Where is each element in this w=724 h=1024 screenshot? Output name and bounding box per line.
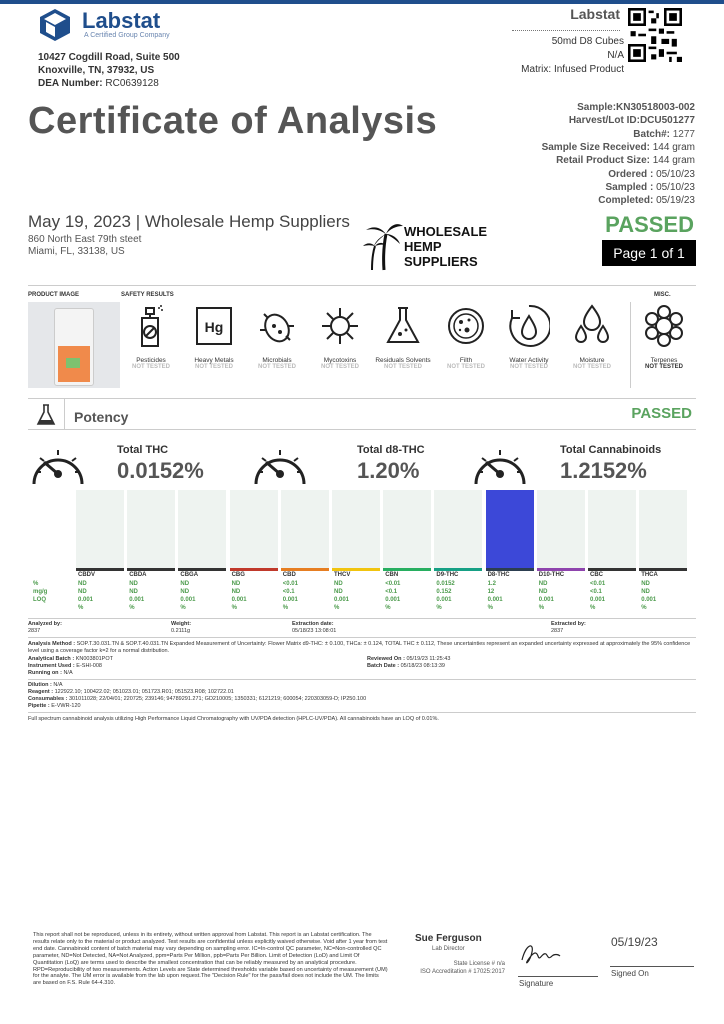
table-cell: ND: [538, 589, 548, 595]
table-cell: %: [590, 605, 596, 611]
bar-stripe: [383, 568, 431, 571]
reviewed-value: 05/19/23 11:25:43: [406, 656, 451, 662]
bar-label: CBDV: [78, 572, 96, 578]
table-cell: 0.001: [385, 597, 401, 603]
bar-thcv: [332, 490, 380, 570]
bar-label: D10-THC: [538, 572, 565, 578]
table-cell: 0.001: [282, 597, 298, 603]
mycotoxins-icon: [319, 304, 361, 348]
table-cell: <0.01: [282, 581, 298, 587]
extracted-by-label: Extracted by:: [551, 621, 586, 627]
table-cell: ND: [231, 581, 241, 587]
safety-item-label: Pesticides: [136, 357, 166, 364]
table-cell: <0.1: [385, 589, 398, 595]
sample-info-row: [633, 129, 695, 140]
dilution-value: N/A: [53, 682, 63, 688]
table-cell: 0.0152: [436, 581, 455, 587]
total-d8-label: Total d8-THC: [357, 444, 425, 456]
bar-label: CBG: [231, 572, 245, 578]
analysis-divider-4: [28, 712, 696, 713]
analysis-note: Full spectrum cannabinoid analysis utilizing High Performance Liquid Chromatography with UV/PDA detection (HPLC-UV/PDA). All cannabinoids have an LOQ of 0.01%.: [28, 716, 439, 722]
qr-code-icon[interactable]: [628, 8, 682, 62]
reagent-label: Reagent :: [28, 689, 54, 695]
page-indicator: Page 1 of 1: [602, 240, 696, 266]
batch-label: Analytical Batch :: [28, 656, 75, 662]
dilution-label: Dilution :: [28, 682, 52, 688]
sample-info-value: 144 gram: [652, 141, 695, 153]
table-cell: <0.1: [282, 589, 295, 595]
table-cell: 0.001: [538, 597, 554, 603]
table-cell: 0.001: [436, 597, 452, 603]
water-activity-icon: [508, 304, 550, 348]
heavy-metals-icon: [193, 304, 235, 348]
sample-info-value: 05/10/23: [656, 168, 695, 180]
terpenes-icon: [643, 304, 685, 348]
wholesale-hemp-logo-text: [404, 224, 487, 269]
dea-number: [38, 78, 159, 89]
safety-results-label: SAFETY RESULTS: [121, 292, 174, 298]
sample-info-label: Sampled :: [605, 181, 654, 193]
bar-cbc: [588, 490, 636, 570]
safety-item-label: Filth: [459, 357, 473, 364]
bar-stripe: [127, 568, 175, 571]
table-cell: ND: [334, 589, 343, 595]
product-na: N/A: [607, 50, 624, 61]
product-image: [28, 302, 120, 388]
analysis-divider-2: [28, 637, 696, 638]
gauge-total-d8-icon: [250, 440, 310, 490]
lab-tagline: A Certified Group Company: [84, 32, 170, 39]
bar-stripe: [332, 568, 380, 571]
safety-item-label: Microbials: [262, 357, 292, 364]
bar-stripe: [434, 568, 482, 571]
safety-item-residual-solvents: [373, 304, 433, 370]
potency-header: [28, 398, 696, 430]
consumables-label: Consumables :: [28, 696, 68, 702]
dea-label: DEA Number:: [38, 78, 103, 89]
table-cell: ND: [78, 581, 87, 587]
safety-item-label: Moisture: [579, 357, 605, 364]
table-cell: %: [334, 605, 340, 611]
bar-stripe: [281, 568, 329, 571]
consumables: [28, 696, 366, 703]
svg-text:Hg: Hg: [204, 319, 224, 335]
client-address-line2: Miami, FL, 33138, US: [28, 246, 125, 257]
table-cell: ND: [334, 581, 343, 587]
instrument-label: Instrument Used :: [28, 663, 75, 669]
client-address-line1: 860 North East 79th steet: [28, 234, 142, 245]
logo-text-line1: WHOLESALE: [404, 224, 488, 239]
bar-stripe: [639, 568, 687, 571]
sample-info-row: [605, 182, 695, 193]
residual-solvents-icon: [382, 304, 424, 348]
table-cell: ND: [180, 581, 190, 587]
lab-address-line1: 10427 Cogdill Road, Suite 500: [38, 52, 180, 63]
reagent-value: 122922.10; 100422.02; 051023.01; 051723.R01; 051523.R08; 102722.01: [54, 689, 234, 695]
safety-item-status: NOT TESTED: [194, 364, 233, 370]
sample-info-value: 05/10/23: [656, 181, 695, 193]
potency-status: PASSED: [631, 405, 692, 422]
analysis-divider-3: [28, 679, 696, 680]
gauge-total-cannabinoids-icon: [470, 440, 530, 490]
instrument-value: E-SHI-008: [76, 663, 102, 669]
license-info: [405, 960, 505, 976]
bar-stripe: [537, 568, 585, 571]
lab-address-line2: Knoxville, TN, 37932, US: [38, 65, 155, 76]
table-cell: %: [231, 605, 237, 611]
total-thc-value: 0.0152%: [117, 458, 204, 483]
top-accent-line: [0, 0, 724, 4]
table-cell: %: [282, 605, 289, 611]
signed-date: 05/19/23: [611, 935, 658, 949]
iso-accreditation: ISO Accreditation # 17025:2017: [420, 969, 505, 975]
terpenes-status: NOT TESTED: [644, 364, 683, 370]
gummy-green: [66, 358, 80, 368]
section-divider: [28, 285, 696, 286]
safety-item-label: Residuals Solvents: [375, 357, 431, 364]
table-cell: 0.001: [590, 597, 606, 603]
logo-text-line2: HEMP: [404, 239, 442, 254]
table-cell: 0.001: [231, 597, 247, 603]
batch-value: KN003801POT: [75, 656, 113, 662]
sample-info-label: Completed:: [598, 195, 654, 207]
table-cell: ND: [129, 589, 138, 595]
safety-item-status: NOT TESTED: [446, 364, 485, 370]
table-cell: %: [436, 605, 442, 611]
safety-item-moisture: [562, 304, 622, 370]
bar-thca: [639, 490, 687, 570]
table-cell: 1.2: [487, 581, 496, 587]
bar-label: CBDA: [129, 572, 147, 578]
sample-info-row: [542, 142, 695, 153]
safety-item-status: NOT TESTED: [320, 364, 359, 370]
safety-item-status: NOT TESTED: [131, 364, 170, 370]
safety-item-filth: [436, 304, 496, 370]
dilution: [28, 682, 63, 689]
analyzed-by-label: Analyzed by:: [28, 621, 62, 627]
bar-stripe: [178, 568, 226, 571]
safety-item-label: Mycotoxins: [323, 357, 357, 364]
bar-label: THCA: [641, 572, 658, 578]
consumables-value: 301011028; 22/04/01; 220725; 239146; 94789291.271; GD210005; 1350331; 6121219; 600054; 220303059-D; IP250.100: [68, 696, 367, 702]
potency-divider: [64, 399, 65, 429]
signature-image: [518, 938, 562, 970]
bar-cbdv: [76, 490, 124, 570]
reviewed-label: Reviewed On :: [367, 656, 405, 662]
sample-info-row: [569, 115, 695, 126]
misc-label: MISC.: [654, 292, 671, 298]
reagent: [28, 689, 234, 696]
table-cell: <0.01: [385, 581, 401, 587]
safety-item-status: NOT TESTED: [257, 364, 296, 370]
signer-name: Sue Ferguson: [415, 933, 482, 944]
table-cell: ND: [129, 581, 138, 587]
signer-title: Lab Director: [432, 946, 465, 952]
bar-cbn: [383, 490, 431, 570]
bar-cbg: [230, 490, 278, 570]
safety-item-heavy-metals: [184, 304, 244, 370]
table-cell: ND: [641, 581, 650, 587]
table-cell: %: [385, 605, 391, 611]
bar-d9-thc: [434, 490, 482, 570]
product-name: 50md D8 Cubes: [551, 36, 624, 47]
dotted-divider: [512, 30, 620, 31]
product-image-label: PRODUCT IMAGE: [28, 292, 79, 298]
weight-value: 0.2111g: [171, 628, 191, 634]
pesticides-icon: [130, 304, 172, 348]
analytical-batch: [28, 656, 113, 663]
weight-label: Weight:: [171, 621, 192, 627]
extracted-by-value: 2837: [551, 628, 564, 634]
pipette-value: E-VWR-120: [51, 703, 81, 709]
safety-item-status: NOT TESTED: [383, 364, 422, 370]
filth-icon: [445, 304, 487, 348]
analysis-method: [28, 641, 696, 655]
signature-label: Signature: [519, 979, 554, 988]
running-label: Running on :: [28, 670, 62, 676]
table-cell: %: [78, 605, 84, 611]
sample-info-label: Retail Product Size:: [556, 155, 650, 167]
sample-info-row: [598, 195, 695, 206]
potency-title: Potency: [74, 409, 129, 425]
safety-item-water-activity: [499, 304, 559, 370]
table-cell: ND: [231, 589, 241, 595]
table-row-label: %: [33, 581, 39, 587]
bar-cbd: [281, 490, 329, 570]
misc-divider: [630, 302, 631, 388]
terpenes-label: Terpenes: [650, 357, 678, 364]
sample-info-value: 1277: [672, 128, 695, 140]
table-cell: %: [641, 605, 647, 611]
client-date-line: May 19, 2023 | Wholesale Hemp Suppliers: [28, 212, 350, 231]
bar-cbda: [127, 490, 175, 570]
table-cell: 0.001: [487, 597, 503, 603]
sample-info-value: 05/19/23: [656, 195, 695, 207]
table-cell: %: [487, 605, 493, 611]
sample-info-label: Ordered :: [608, 168, 654, 180]
gauge-total-thc-icon: [28, 440, 88, 490]
safety-item-microbials: [247, 304, 307, 370]
table-cell: <0.1: [590, 589, 602, 595]
table-cell: %: [129, 605, 135, 611]
bar-label: CBC: [590, 572, 603, 578]
signed-on-line: [610, 966, 694, 967]
bar-stripe: [486, 568, 534, 571]
bar-fill: [486, 490, 534, 570]
product-matrix: Matrix: Infused Product: [521, 64, 624, 75]
sample-info-row: [608, 169, 695, 180]
table-row-label: LOQ: [33, 597, 46, 603]
bar-d8-thc: [486, 490, 534, 570]
table-cell: 0.152: [436, 589, 452, 595]
sample-info-label: Harvest/Lot ID:: [568, 115, 640, 127]
table-cell: 0.001: [129, 597, 145, 603]
extraction-label: Extraction date:: [292, 621, 334, 627]
total-cannabinoids-label: Total Cannabinoids: [560, 444, 662, 456]
signed-on-label: Signed On: [611, 969, 649, 978]
table-cell: ND: [538, 581, 548, 587]
logo-text-line3: SUPPLIERS: [404, 254, 478, 269]
lab-name: Labstat: [82, 8, 161, 33]
sample-info-label: Batch#:: [633, 128, 670, 140]
microbials-icon: [256, 304, 298, 348]
safety-item-label: Water Activity: [509, 357, 549, 364]
sample-info-value: DCU501277: [639, 115, 695, 127]
table-cell: 0.001: [180, 597, 196, 603]
running-value: N/A: [63, 670, 73, 676]
disclaimer-text: This report shall not be reproduced, unless in its entirety, without written approval from Labstat. This report is an Labstat certification. The results relate only to the material or product analyzed. Test results are confidential unless explicitly waived otherwise. Void after 1 year from test end date. Cannabinoid content of batch material may vary depending on sampling error. IC=In-control QC parameter, NC=Non-controlled QC parameter, ND=Not Detected, NA=Not Analyzed, ppm=Parts Per Million, ppb=Parts Per Billion. Limit of Detection (LoD) and Limit Of Quantitation (LoQ) are terms used to describe the smallest concentration that can be reliably measured by an analytical procedure. RPD=Reproducibility of two measurements. Action Levels are State determined thresholds variable based on uncertainty of measurement (UM) for the analyte. The UM error is available from the lab upon request.The "Decision Rule" for the pass/fail does not include the UM. The limits are based on F.S. Rule 64-4.310.: [33, 932, 388, 987]
safety-item-label: Heavy Metals: [194, 357, 234, 364]
labstat-logo-icon: [38, 8, 72, 42]
sample-info-label: Sample:: [577, 102, 617, 113]
sample-info-label: Sample Size Received:: [541, 141, 650, 153]
table-cell: %: [538, 605, 545, 611]
pipette: [28, 703, 81, 710]
dea-value: RC0639128: [105, 78, 159, 89]
flask-icon: [36, 403, 56, 427]
bar-cbga: [178, 490, 226, 570]
right-lab-title: Labstat: [570, 6, 620, 22]
page-title: Certificate of Analysis: [28, 100, 438, 142]
table-cell: 0.001: [334, 597, 350, 603]
safety-item-status: NOT TESTED: [572, 364, 611, 370]
batch-date-value: 05/18/23 08:13:39: [400, 663, 445, 669]
running-on: [28, 670, 73, 677]
bar-label: CBD: [282, 572, 296, 578]
table-cell: %: [180, 605, 186, 611]
extraction-value: 05/18/23 13:08:01: [292, 628, 337, 634]
table-row-label: mg/g: [33, 589, 48, 595]
bar-d10-thc: [537, 490, 585, 570]
moisture-icon: [571, 304, 613, 348]
safety-item-mycotoxins: [310, 304, 370, 370]
state-license: State License # n/a: [453, 961, 505, 967]
sample-info-value: 144 gram: [652, 155, 695, 167]
table-cell: ND: [78, 589, 87, 595]
bar-stripe: [230, 568, 278, 571]
bar-label: CBGA: [180, 572, 199, 578]
sample-info-value: KN30518003-002: [616, 102, 695, 113]
bar-stripe: [76, 568, 124, 571]
analysis-divider: [28, 618, 696, 619]
bar-stripe: [588, 568, 636, 571]
table-cell: 0.001: [78, 597, 94, 603]
sample-info-row: [577, 102, 695, 113]
instrument-used: [28, 663, 102, 670]
table-cell: ND: [641, 589, 650, 595]
table-cell: ND: [180, 589, 190, 595]
pipette-label: Pipette :: [28, 703, 50, 709]
table-cell: 0.001: [641, 597, 657, 603]
reviewed-on: [367, 656, 450, 663]
misc-terpenes: [634, 304, 694, 370]
palm-tree-logo-icon: [362, 216, 404, 272]
bar-label: D8-THC: [487, 572, 510, 578]
safety-item-pesticides: [121, 304, 181, 370]
method-label: Analysis Method :: [28, 641, 76, 647]
bar-label: CBN: [385, 572, 399, 578]
batch-date-label: Batch Date :: [367, 663, 400, 669]
safety-item-status: NOT TESTED: [509, 364, 548, 370]
signature-line: [518, 976, 598, 977]
bar-label: D9-THC: [436, 572, 459, 578]
table-cell: 12: [487, 589, 495, 595]
total-d8-value: 1.20%: [357, 458, 420, 483]
table-cell: <0.01: [590, 581, 606, 587]
analyzed-by-value: 2837: [28, 628, 41, 634]
overall-status-badge: PASSED: [605, 212, 694, 237]
total-cannabinoids-value: 1.2152%: [560, 458, 647, 483]
batch-date: [367, 663, 445, 670]
bar-label: THCV: [334, 572, 351, 578]
sample-info-row: [556, 155, 695, 166]
total-thc-label: Total THC: [117, 444, 169, 456]
method-value: SOP.T.30.031.TN & SOP.T.40.031.TN Expanded Measurement of Uncertainty: Flower Matrix d9-THC: ± 0.100, THCa: ± 0.124, TOTAL THC ± 0.112, These uncertainties represent an expanded uncertainty expressed at approximately the 95% confidence level using a coverage factor k=2 for a normal distribution.: [28, 641, 691, 654]
